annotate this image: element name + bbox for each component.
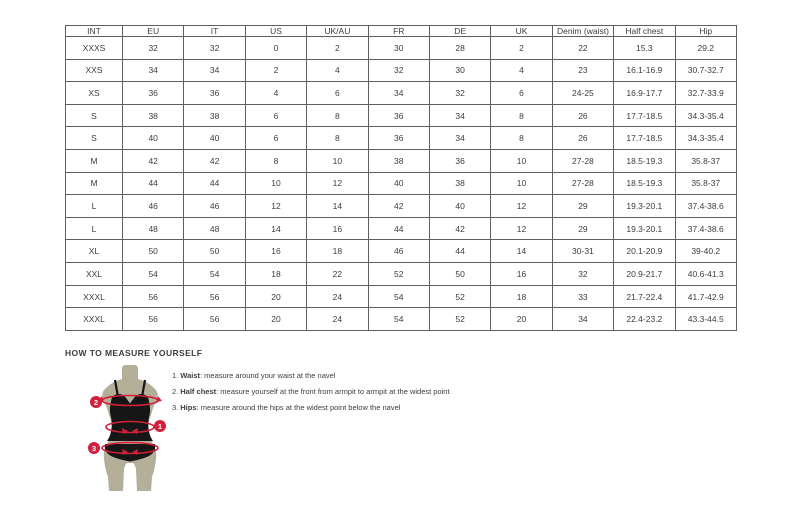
table-cell: 40.6-41.3 bbox=[675, 263, 736, 286]
table-cell: 34 bbox=[429, 104, 490, 127]
table-cell: 36 bbox=[368, 104, 429, 127]
table-cell: 19.3-20.1 bbox=[614, 217, 675, 240]
table-cell: 24 bbox=[307, 308, 368, 331]
table-cell: XXS bbox=[66, 59, 123, 82]
step-text: : measure around your waist at the navel bbox=[200, 371, 336, 380]
table-cell: 20 bbox=[245, 308, 306, 331]
table-row bbox=[66, 104, 737, 127]
table-cell: 6 bbox=[307, 82, 368, 105]
table-cell: 12 bbox=[491, 217, 552, 240]
table-cell: 27-28 bbox=[552, 150, 613, 173]
table-cell: 36 bbox=[429, 150, 490, 173]
waist-marker-number: 1 bbox=[157, 421, 163, 431]
table-cell: XS bbox=[66, 82, 123, 105]
table-cell: 54 bbox=[368, 308, 429, 331]
table-cell: M bbox=[66, 172, 123, 195]
column-header: Denim (waist) bbox=[552, 26, 613, 37]
table-cell: 54 bbox=[368, 285, 429, 308]
table-cell: 54 bbox=[123, 263, 184, 286]
table-cell: 38 bbox=[184, 104, 245, 127]
table-cell: 16 bbox=[307, 217, 368, 240]
table-cell: 12 bbox=[307, 172, 368, 195]
table-cell: XXXL bbox=[66, 308, 123, 331]
table-cell: 44 bbox=[429, 240, 490, 263]
table-cell: 38 bbox=[429, 172, 490, 195]
table-cell: 32.7-33.9 bbox=[675, 82, 736, 105]
table-cell: XXXS bbox=[66, 37, 123, 60]
table-cell: 42 bbox=[429, 217, 490, 240]
table-cell: 48 bbox=[123, 217, 184, 240]
measure-step bbox=[172, 387, 450, 397]
table-cell: 50 bbox=[184, 240, 245, 263]
table-cell: XXXL bbox=[66, 285, 123, 308]
column-header: FR bbox=[368, 26, 429, 37]
table-cell: 12 bbox=[245, 195, 306, 218]
table-cell: 10 bbox=[245, 172, 306, 195]
hips-marker-badge bbox=[88, 442, 100, 454]
table-cell: 26 bbox=[552, 127, 613, 150]
table-cell: 22 bbox=[552, 37, 613, 60]
table-cell: L bbox=[66, 195, 123, 218]
table-cell: 56 bbox=[123, 285, 184, 308]
table-cell: 36 bbox=[368, 127, 429, 150]
table-cell: 16 bbox=[245, 240, 306, 263]
table-cell: 32 bbox=[123, 37, 184, 60]
table-cell: 38 bbox=[368, 150, 429, 173]
table-cell: 34.3-35.4 bbox=[675, 127, 736, 150]
table-cell: 34 bbox=[429, 127, 490, 150]
table-cell: 20.9-21.7 bbox=[614, 263, 675, 286]
table-cell: 32 bbox=[184, 37, 245, 60]
table-row bbox=[66, 217, 737, 240]
table-cell: 35.8-37 bbox=[675, 172, 736, 195]
table-cell: 27-28 bbox=[552, 172, 613, 195]
table-cell: 20 bbox=[245, 285, 306, 308]
table-cell: 40 bbox=[184, 127, 245, 150]
table-cell: 29 bbox=[552, 195, 613, 218]
table-cell: XL bbox=[66, 240, 123, 263]
table-cell: 8 bbox=[491, 104, 552, 127]
column-header: INT bbox=[66, 26, 123, 37]
table-cell: 36 bbox=[123, 82, 184, 105]
table-cell: 23 bbox=[552, 59, 613, 82]
table-cell: 40 bbox=[368, 172, 429, 195]
table-cell: 16 bbox=[491, 263, 552, 286]
table-cell: 34.3-35.4 bbox=[675, 104, 736, 127]
table-cell: 0 bbox=[245, 37, 306, 60]
table-cell: 50 bbox=[123, 240, 184, 263]
measurement-figure bbox=[75, 363, 185, 495]
table-cell: 18.5-19.3 bbox=[614, 150, 675, 173]
step-number: 3. bbox=[172, 403, 179, 412]
table-body bbox=[66, 37, 737, 331]
table-cell: 21.7-22.4 bbox=[614, 285, 675, 308]
table-cell: 48 bbox=[184, 217, 245, 240]
table-cell: 39-40.2 bbox=[675, 240, 736, 263]
table-cell: 46 bbox=[123, 195, 184, 218]
table-cell: 42 bbox=[184, 150, 245, 173]
table-cell: 54 bbox=[184, 263, 245, 286]
table-header-row bbox=[66, 26, 737, 37]
chest-marker-number: 2 bbox=[93, 397, 99, 407]
table-cell: L bbox=[66, 217, 123, 240]
table-cell: 18.5-19.3 bbox=[614, 172, 675, 195]
column-header: UK/AU bbox=[307, 26, 368, 37]
measure-guide-title: HOW TO MEASURE YOURSELF bbox=[65, 348, 203, 358]
measure-step bbox=[172, 403, 450, 413]
column-header: IT bbox=[184, 26, 245, 37]
table-cell: 41.7-42.9 bbox=[675, 285, 736, 308]
table-cell: 26 bbox=[552, 104, 613, 127]
column-header: UK bbox=[491, 26, 552, 37]
table-cell: 35.8-37 bbox=[675, 150, 736, 173]
table-cell: 24 bbox=[307, 285, 368, 308]
table-row bbox=[66, 240, 737, 263]
table-cell: 42 bbox=[123, 150, 184, 173]
step-text: : measure around the hips at the widest point below the navel bbox=[196, 403, 401, 412]
table-row bbox=[66, 285, 737, 308]
size-chart-table bbox=[65, 25, 737, 331]
table-cell: 37.4-38.6 bbox=[675, 195, 736, 218]
table-cell: 30-31 bbox=[552, 240, 613, 263]
table-cell: XXL bbox=[66, 263, 123, 286]
table-cell: 22.4-23.2 bbox=[614, 308, 675, 331]
step-number: 2. bbox=[172, 387, 179, 396]
table-cell: 8 bbox=[307, 127, 368, 150]
table-cell: 18 bbox=[307, 240, 368, 263]
table-cell: 10 bbox=[491, 150, 552, 173]
table-cell: 16.9-17.7 bbox=[614, 82, 675, 105]
table-cell: 14 bbox=[307, 195, 368, 218]
table-cell: 4 bbox=[491, 59, 552, 82]
table-cell: 20 bbox=[491, 308, 552, 331]
waist-marker-badge bbox=[154, 420, 166, 432]
table-cell: S bbox=[66, 104, 123, 127]
step-term: Half chest bbox=[180, 387, 217, 396]
table-cell: 14 bbox=[491, 240, 552, 263]
table-cell: 34 bbox=[552, 308, 613, 331]
table-row bbox=[66, 263, 737, 286]
table-cell: 18 bbox=[491, 285, 552, 308]
table-cell: 28 bbox=[429, 37, 490, 60]
table-cell: 38 bbox=[123, 104, 184, 127]
table-cell: 24-25 bbox=[552, 82, 613, 105]
step-term: Hips bbox=[180, 403, 197, 412]
table-cell: 8 bbox=[245, 150, 306, 173]
table-cell: 10 bbox=[491, 172, 552, 195]
table-cell: 15.3 bbox=[614, 37, 675, 60]
table-cell: 30.7-32.7 bbox=[675, 59, 736, 82]
column-header: DE bbox=[429, 26, 490, 37]
table-row bbox=[66, 82, 737, 105]
table-row bbox=[66, 172, 737, 195]
table-cell: 12 bbox=[491, 195, 552, 218]
table-cell: 4 bbox=[245, 82, 306, 105]
table-cell: 10 bbox=[307, 150, 368, 173]
table-cell: 30 bbox=[368, 37, 429, 60]
table-cell: 32 bbox=[429, 82, 490, 105]
table-cell: 56 bbox=[123, 308, 184, 331]
table-cell: 42 bbox=[368, 195, 429, 218]
table-cell: 52 bbox=[429, 285, 490, 308]
table-cell: 52 bbox=[429, 308, 490, 331]
table-cell: 4 bbox=[307, 59, 368, 82]
table-cell: 36 bbox=[184, 82, 245, 105]
table-cell: 29 bbox=[552, 217, 613, 240]
column-header: US bbox=[245, 26, 306, 37]
table-cell: 29.2 bbox=[675, 37, 736, 60]
table-cell: 19.3-20.1 bbox=[614, 195, 675, 218]
table-cell: 2 bbox=[245, 59, 306, 82]
table-cell: 34 bbox=[184, 59, 245, 82]
table-row bbox=[66, 59, 737, 82]
table-cell: 8 bbox=[307, 104, 368, 127]
table-row bbox=[66, 195, 737, 218]
table-cell: 56 bbox=[184, 308, 245, 331]
table-cell: 44 bbox=[184, 172, 245, 195]
measure-step bbox=[172, 371, 450, 381]
table-cell: 44 bbox=[123, 172, 184, 195]
table-row bbox=[66, 37, 737, 60]
table-cell: 32 bbox=[552, 263, 613, 286]
table-cell: 16.1-16.9 bbox=[614, 59, 675, 82]
column-header: Hip bbox=[675, 26, 736, 37]
table-cell: 33 bbox=[552, 285, 613, 308]
chest-marker-badge bbox=[90, 396, 102, 408]
table-cell: 20.1-20.9 bbox=[614, 240, 675, 263]
table-cell: 43.3-44.5 bbox=[675, 308, 736, 331]
table-cell: 17.7-18.5 bbox=[614, 104, 675, 127]
table-cell: 40 bbox=[123, 127, 184, 150]
table-cell: 6 bbox=[245, 127, 306, 150]
table-cell: 30 bbox=[429, 59, 490, 82]
step-text: : measure yourself at the front from armpit to armpit at the widest point bbox=[216, 387, 450, 396]
table-cell: 22 bbox=[307, 263, 368, 286]
table-cell: 32 bbox=[368, 59, 429, 82]
table-cell: 2 bbox=[307, 37, 368, 60]
table-cell: 6 bbox=[491, 82, 552, 105]
table-cell: 52 bbox=[368, 263, 429, 286]
table-cell: 8 bbox=[491, 127, 552, 150]
table-cell: 2 bbox=[491, 37, 552, 60]
table-cell: 46 bbox=[368, 240, 429, 263]
hips-marker-number: 3 bbox=[91, 443, 97, 453]
table-cell: 44 bbox=[368, 217, 429, 240]
table-cell: 56 bbox=[184, 285, 245, 308]
table-cell: 6 bbox=[245, 104, 306, 127]
column-header: Half chest bbox=[614, 26, 675, 37]
step-term: Waist bbox=[180, 371, 200, 380]
table-cell: M bbox=[66, 150, 123, 173]
table-cell: 17.7-18.5 bbox=[614, 127, 675, 150]
table-cell: 34 bbox=[368, 82, 429, 105]
table-cell: 50 bbox=[429, 263, 490, 286]
table-cell: S bbox=[66, 127, 123, 150]
table-cell: 14 bbox=[245, 217, 306, 240]
table-cell: 34 bbox=[123, 59, 184, 82]
table-cell: 40 bbox=[429, 195, 490, 218]
column-header: EU bbox=[123, 26, 184, 37]
table-row bbox=[66, 150, 737, 173]
table-row bbox=[66, 127, 737, 150]
table-cell: 46 bbox=[184, 195, 245, 218]
table-cell: 37.4-38.6 bbox=[675, 217, 736, 240]
table-row bbox=[66, 308, 737, 331]
step-number: 1. bbox=[172, 371, 179, 380]
table-cell: 18 bbox=[245, 263, 306, 286]
measure-steps-list bbox=[172, 371, 450, 419]
